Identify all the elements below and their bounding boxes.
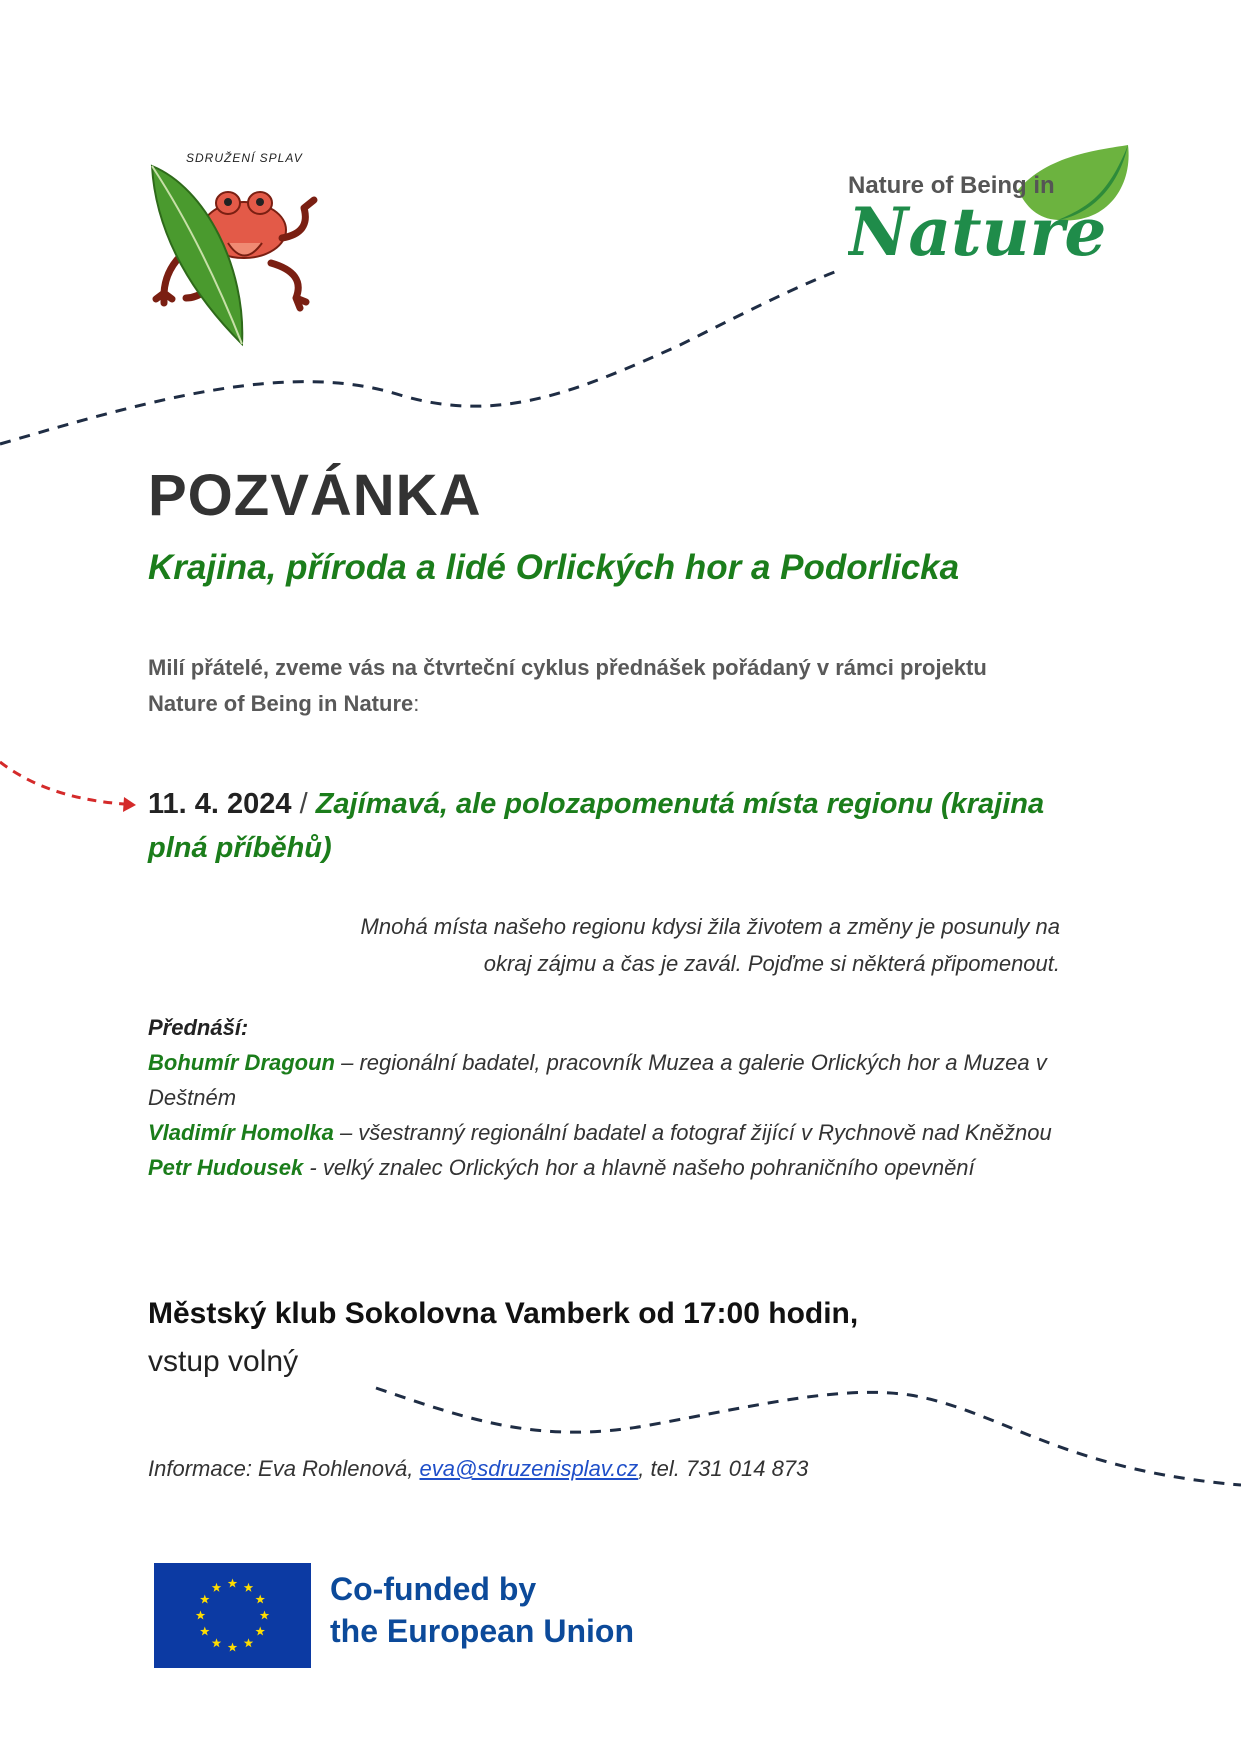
event-separator: /	[299, 788, 308, 820]
eu-line-2: the European Union	[330, 1613, 634, 1649]
venue-line: Městský klub Sokolovna Vamberk od 17:00 hodin,	[148, 1297, 859, 1330]
speaker-name: Petr Hudousek	[148, 1155, 304, 1180]
splav-logo-text: SDRUŽENÍ SPLAV	[186, 151, 303, 165]
eu-star-icon	[255, 1595, 265, 1604]
description-line-2: okraj zájmu a čas je zavál. Pojďme si některá připomenout.	[483, 951, 1060, 976]
speaker-description: – všestranný regionální badatel a fotograf žijící v Rychnově nad Kněžnou	[333, 1120, 1052, 1145]
contact-phone: , tel. 731 014 873	[638, 1456, 809, 1481]
contact-email-link[interactable]: eva@sdruzenisplav.cz	[419, 1456, 639, 1481]
speaker-entry	[148, 1115, 1108, 1150]
eu-star-icon	[200, 1595, 210, 1604]
eu-star-icon	[244, 1638, 254, 1647]
event-description	[200, 908, 1060, 982]
event-date: 11. 4. 2024	[148, 788, 292, 820]
top-dashed-trail	[0, 270, 840, 444]
intro-project-name: Nature of Being in Nature	[148, 691, 414, 716]
eu-star-icon	[228, 1579, 238, 1588]
eu-stars-icon	[154, 1563, 311, 1668]
event-heading	[148, 782, 1108, 870]
eu-funding-text	[330, 1568, 634, 1652]
splav-logo	[146, 148, 346, 348]
speakers-section	[148, 1010, 1108, 1185]
red-dashed-arrow	[0, 762, 124, 804]
nature-logo-big-text: Nature	[848, 193, 1107, 271]
event-topic: Zajímavá, ale polozapomenutá místa regionu (krajina plná příběhů)	[148, 788, 1045, 864]
eu-flag	[154, 1563, 311, 1668]
eu-star-icon	[244, 1583, 254, 1592]
speaker-description: - velký znalec Orlických hor a hlavně našeho pohraničního opevnění	[303, 1155, 975, 1180]
intro-colon: :	[413, 691, 420, 716]
speaker-name: Bohumír Dragoun	[148, 1050, 335, 1075]
nature-logo	[848, 145, 1158, 305]
eu-star-icon	[212, 1583, 222, 1592]
speaker-name: Vladimír Homolka	[148, 1120, 334, 1145]
contact-prefix: Informace: Eva Rohlenová,	[148, 1456, 420, 1481]
entry-line: vstup volný	[148, 1345, 299, 1378]
speaker-entry	[148, 1150, 1108, 1185]
speaker-description: – regionální badatel, pracovník Muzea a galerie Orlických hor a Muzea v Deštném	[148, 1050, 1047, 1110]
eu-star-icon	[196, 1611, 206, 1620]
eu-star-icon	[212, 1638, 222, 1647]
eu-star-icon	[260, 1611, 270, 1620]
intro-line-1: Milí přátelé, zveme vás na čtvrteční cyklus přednášek pořádaný v rámci projektu	[148, 655, 987, 680]
page-title: POZVÁNKA	[148, 463, 482, 528]
speakers-heading: Přednáší:	[148, 1015, 249, 1040]
eu-star-icon	[228, 1643, 238, 1652]
contact-info	[148, 1456, 808, 1482]
speaker-entry	[148, 1045, 1108, 1115]
eu-star-icon	[200, 1627, 210, 1636]
description-line-1: Mnohá místa našeho regionu kdysi žila životem a změny je posunuly na	[360, 914, 1060, 939]
eu-star-icon	[255, 1627, 265, 1636]
nature-logo-top-text: Nature of Being in	[848, 172, 1055, 199]
eu-line-1: Co-funded by	[330, 1571, 537, 1607]
intro-paragraph	[148, 650, 1128, 722]
red-arrowhead-icon	[123, 797, 136, 812]
page-subtitle: Krajina, příroda a lidé Orlických hor a Podorlicka	[148, 548, 960, 587]
